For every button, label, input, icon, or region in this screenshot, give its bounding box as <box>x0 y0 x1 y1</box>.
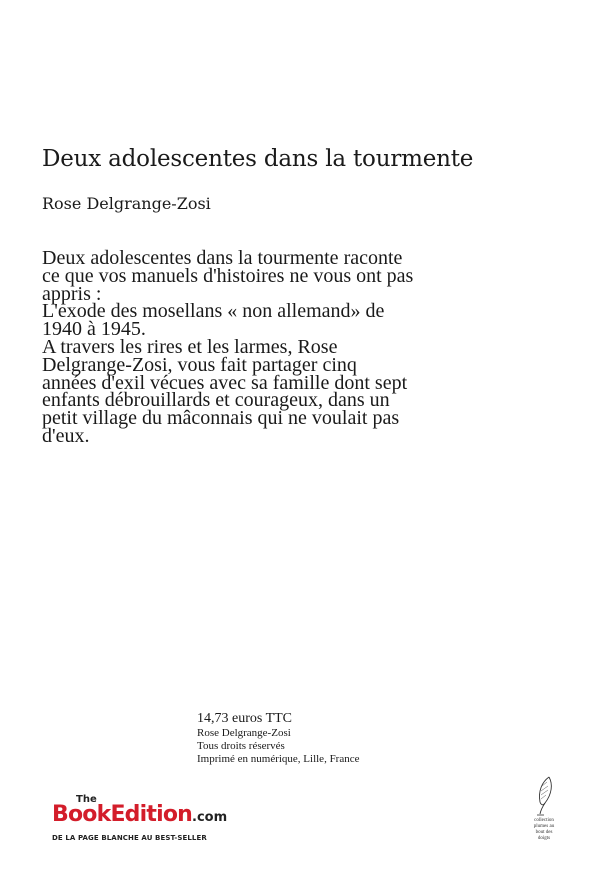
price: 14,73 euros TTC <box>197 711 293 726</box>
summary-line: années d'exil vécues avec sa famille dont sept <box>42 371 408 394</box>
collection-line: collection <box>534 818 554 823</box>
logo-the: The <box>76 794 97 805</box>
summary-line: ce que vos manuels d'histoires ne vous ont pas <box>42 264 414 287</box>
summary-line: petit village du mâconnais qui ne voulait pas <box>42 407 400 430</box>
collection-line: plumes au <box>533 824 555 829</box>
summary-line: Deux adolescentes dans la tourmente raconte <box>42 247 403 269</box>
summary-line: L'exode des mosellans « non allemand» de <box>42 300 385 323</box>
collection-logo <box>522 776 566 842</box>
bookedition-logo <box>52 794 228 842</box>
print-notice: Imprimé en numérique, Lille, France <box>197 753 360 765</box>
logo-book: Book <box>52 802 111 827</box>
logo-edition-o: o <box>162 802 178 827</box>
logo-edition-n: n <box>177 802 193 827</box>
logo-tagline: DE LA PAGE BLANCHE AU BEST-SELLER <box>52 834 207 842</box>
summary-line: 1940 à 1945. <box>42 318 146 341</box>
summary-line: A travers les rires et les larmes, Rose <box>42 335 338 358</box>
book-author: Rose Delgrange-Zosi <box>42 194 211 213</box>
summary-line: d'eux. <box>42 424 90 447</box>
rights-notice: Tous droits réservés <box>197 740 285 752</box>
logo-com: .com <box>192 810 228 825</box>
collection-text <box>522 818 566 842</box>
logo-edition: Editi <box>110 802 163 827</box>
summary-line: Delgrange-Zosi, vous fait partager cinq <box>42 353 357 376</box>
feather-pen-icon <box>533 776 555 816</box>
collection-line: doigts <box>537 836 551 841</box>
summary-line: appris : <box>42 282 102 305</box>
book-title: Deux adolescentes dans la tourmente <box>42 146 474 172</box>
book-summary <box>42 247 482 447</box>
collection-line: bout des <box>535 830 553 835</box>
summary-line: enfants débrouillards et courageux, dans un <box>42 389 390 412</box>
colophon-author: Rose Delgrange-Zosi <box>197 727 291 739</box>
logo-wordmark <box>52 803 227 830</box>
colophon <box>197 711 360 766</box>
